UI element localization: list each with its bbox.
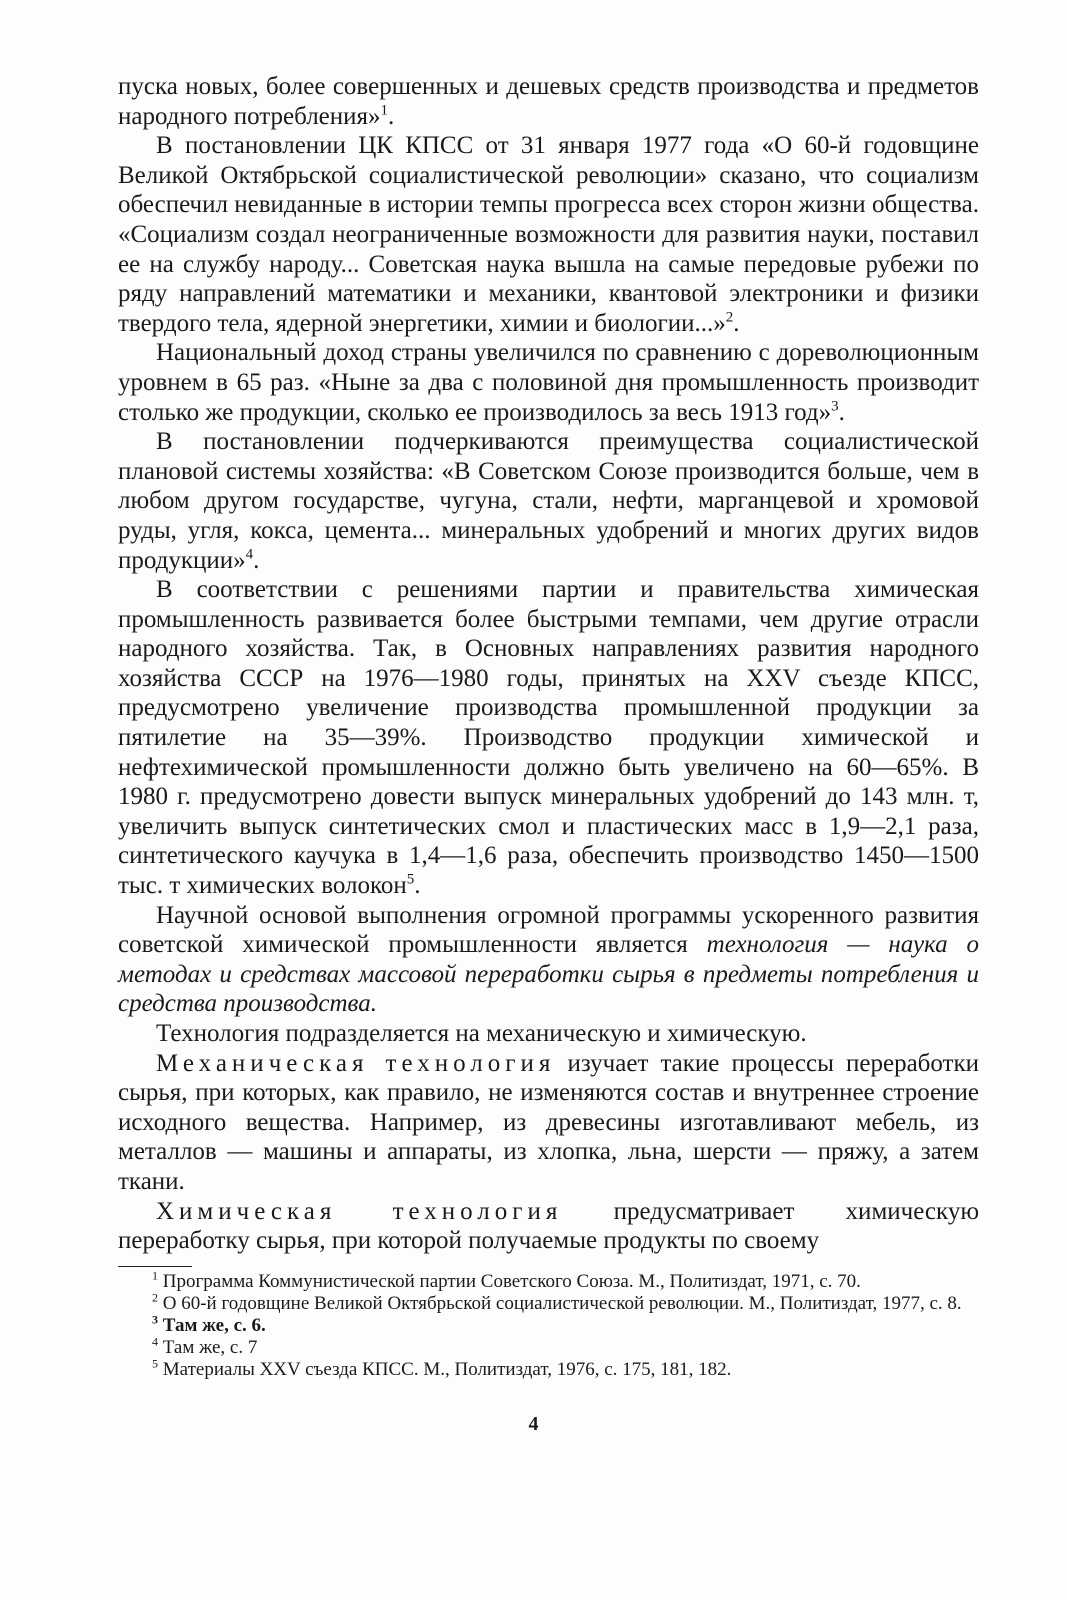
footnote-mark: 2: [152, 1290, 158, 1305]
footnote-ref: 5: [406, 871, 415, 888]
footnote-rule: [118, 1266, 192, 1267]
footnote: [118, 1312, 979, 1337]
footnote: [118, 1268, 979, 1293]
text-run: Технология подразделяется на механическую и химическую.: [156, 1020, 807, 1047]
footnote-ref: 3: [831, 398, 839, 415]
text-run: предусматривает химическую переработку сырья, при которой получаемые продукты по своему: [118, 1197, 979, 1255]
paragraph: [118, 1197, 979, 1256]
footnote-list: [118, 1268, 979, 1381]
main-text: [118, 72, 979, 1256]
spaced-term: Химическая технология: [156, 1197, 563, 1225]
paragraph: [118, 1019, 979, 1049]
footnote-text: Там же, с. 7: [162, 1336, 258, 1358]
footnote: [118, 1356, 979, 1381]
footnote-mark: 4: [152, 1334, 158, 1349]
text-run: Научной основой выполнения огромной программы ускоренного развития советской химической промышленности является: [118, 901, 979, 959]
footnote-text: Материалы XXV съезда КПСС. М., Политиздат, 1976, с. 175, 181, 182.: [162, 1358, 732, 1380]
footnote-mark: 3: [152, 1312, 158, 1327]
text-run: .: [388, 102, 395, 130]
footnote-ref: 1: [380, 102, 389, 119]
footnote: [118, 1334, 979, 1359]
footnote-text: О 60-й годовщине Великой Октябрьской социалистической революции. М., Политиздат, 1977, с. 8.: [162, 1292, 962, 1314]
footnote: [118, 1290, 979, 1315]
text-run: .: [733, 309, 740, 337]
text-run: В соответствии с решениями партии и правительства химическая промышленность развивается более быстрыми темпами, чем другие отрасли народного хозяйства. Так, в Основных направлениях развития народного хозяйства СССР на 1976—1980 годы, принятых на XXV съезде КПСС, предусмотрено увеличение производства промышленной продукции за пятилетие на 35—39%. Производство продукции химической и нефтехимической промышленности должно быть увеличено на 60—65%. В 1980 г. предусмотрено довести выпуск минеральных удобрений до 143 млн. т, увеличить выпуск синтетических смол и пластических масс в 1,9—2,1 раза, синтетического каучука в 1,4—1,6 раза, обеспечить производство 1450—1500 тыс. т химических волокон: [118, 576, 979, 900]
text-run: .: [838, 398, 845, 426]
paragraph: [118, 1049, 979, 1197]
footnote-mark: 1: [152, 1268, 158, 1283]
text-run: Национальный доход страны увеличился по сравнению с дореволюционным уровнем в 65 раз. «Ныне за два с половиной дня промышленность производит столько же продукции, сколько ее производилось за весь 1913 год»: [118, 339, 979, 426]
text-run: пуска новых, более совершенных и дешевых средств производства и предметов народного потребления»: [118, 73, 979, 130]
text-run: В постановлении ЦК КПСС от 31 января 1977 года «О 60-й годовщине Великой Октябрьской социалистической революции» сказано, что социализм обеспечил невиданные в истории темпы прогресса всех сторон жизни общества. «Социализм создал неограниченные возможности для развития науки, поставил ее на службу народу... Советская наука вышла на самые передовые рубежи по ряду направлений математики и механики, квантовой электроники и физики твердого тела, ядерной энергетики, химии и биологии...»: [118, 132, 979, 337]
footnote-mark: 5: [152, 1356, 158, 1371]
footnotes: [118, 1266, 979, 1381]
spaced-term: Механическая технология: [156, 1049, 556, 1077]
footnote-text: Программа Коммунистической партии Советского Союза. М., Политиздат, 1971, с. 70.: [162, 1270, 861, 1292]
text-run: .: [414, 872, 421, 900]
text-run: .: [253, 546, 260, 574]
paragraph: [118, 131, 979, 338]
paragraph: [118, 901, 979, 1019]
footnote-text: Там же, с. 6.: [162, 1314, 266, 1336]
text-run: изучает такие процессы переработки сырья, при которых, как правило, не изменяются состав и внутреннее строение исходного вещества. Например, из древесины изготавливают мебель, из металлов — машины и аппараты, из хлопка, льна, шерсти — пряжу, а затем ткани.: [118, 1049, 980, 1195]
emphasis-text: технология — наука о методах и средствах массовой переработки сырья в предметы потребления и средства производства.: [118, 931, 979, 1018]
paragraph: [118, 72, 979, 131]
paragraph: [118, 575, 979, 901]
text-run: В постановлении подчеркиваются преимущества социалистической плановой системы хозяйства: «В Советском Союзе производится больше, чем в любом другом государстве, чугуна, стали, нефти, марганцевой и хромовой руды, угля, кокса, цемента... минеральных удобрений и многих других видов продукции»: [118, 428, 979, 574]
paragraph: [118, 427, 979, 575]
paragraph: [118, 338, 979, 427]
footnote-ref: 2: [725, 309, 734, 326]
footnote-ref: 4: [245, 546, 254, 563]
page-number: 4: [528, 1413, 539, 1435]
